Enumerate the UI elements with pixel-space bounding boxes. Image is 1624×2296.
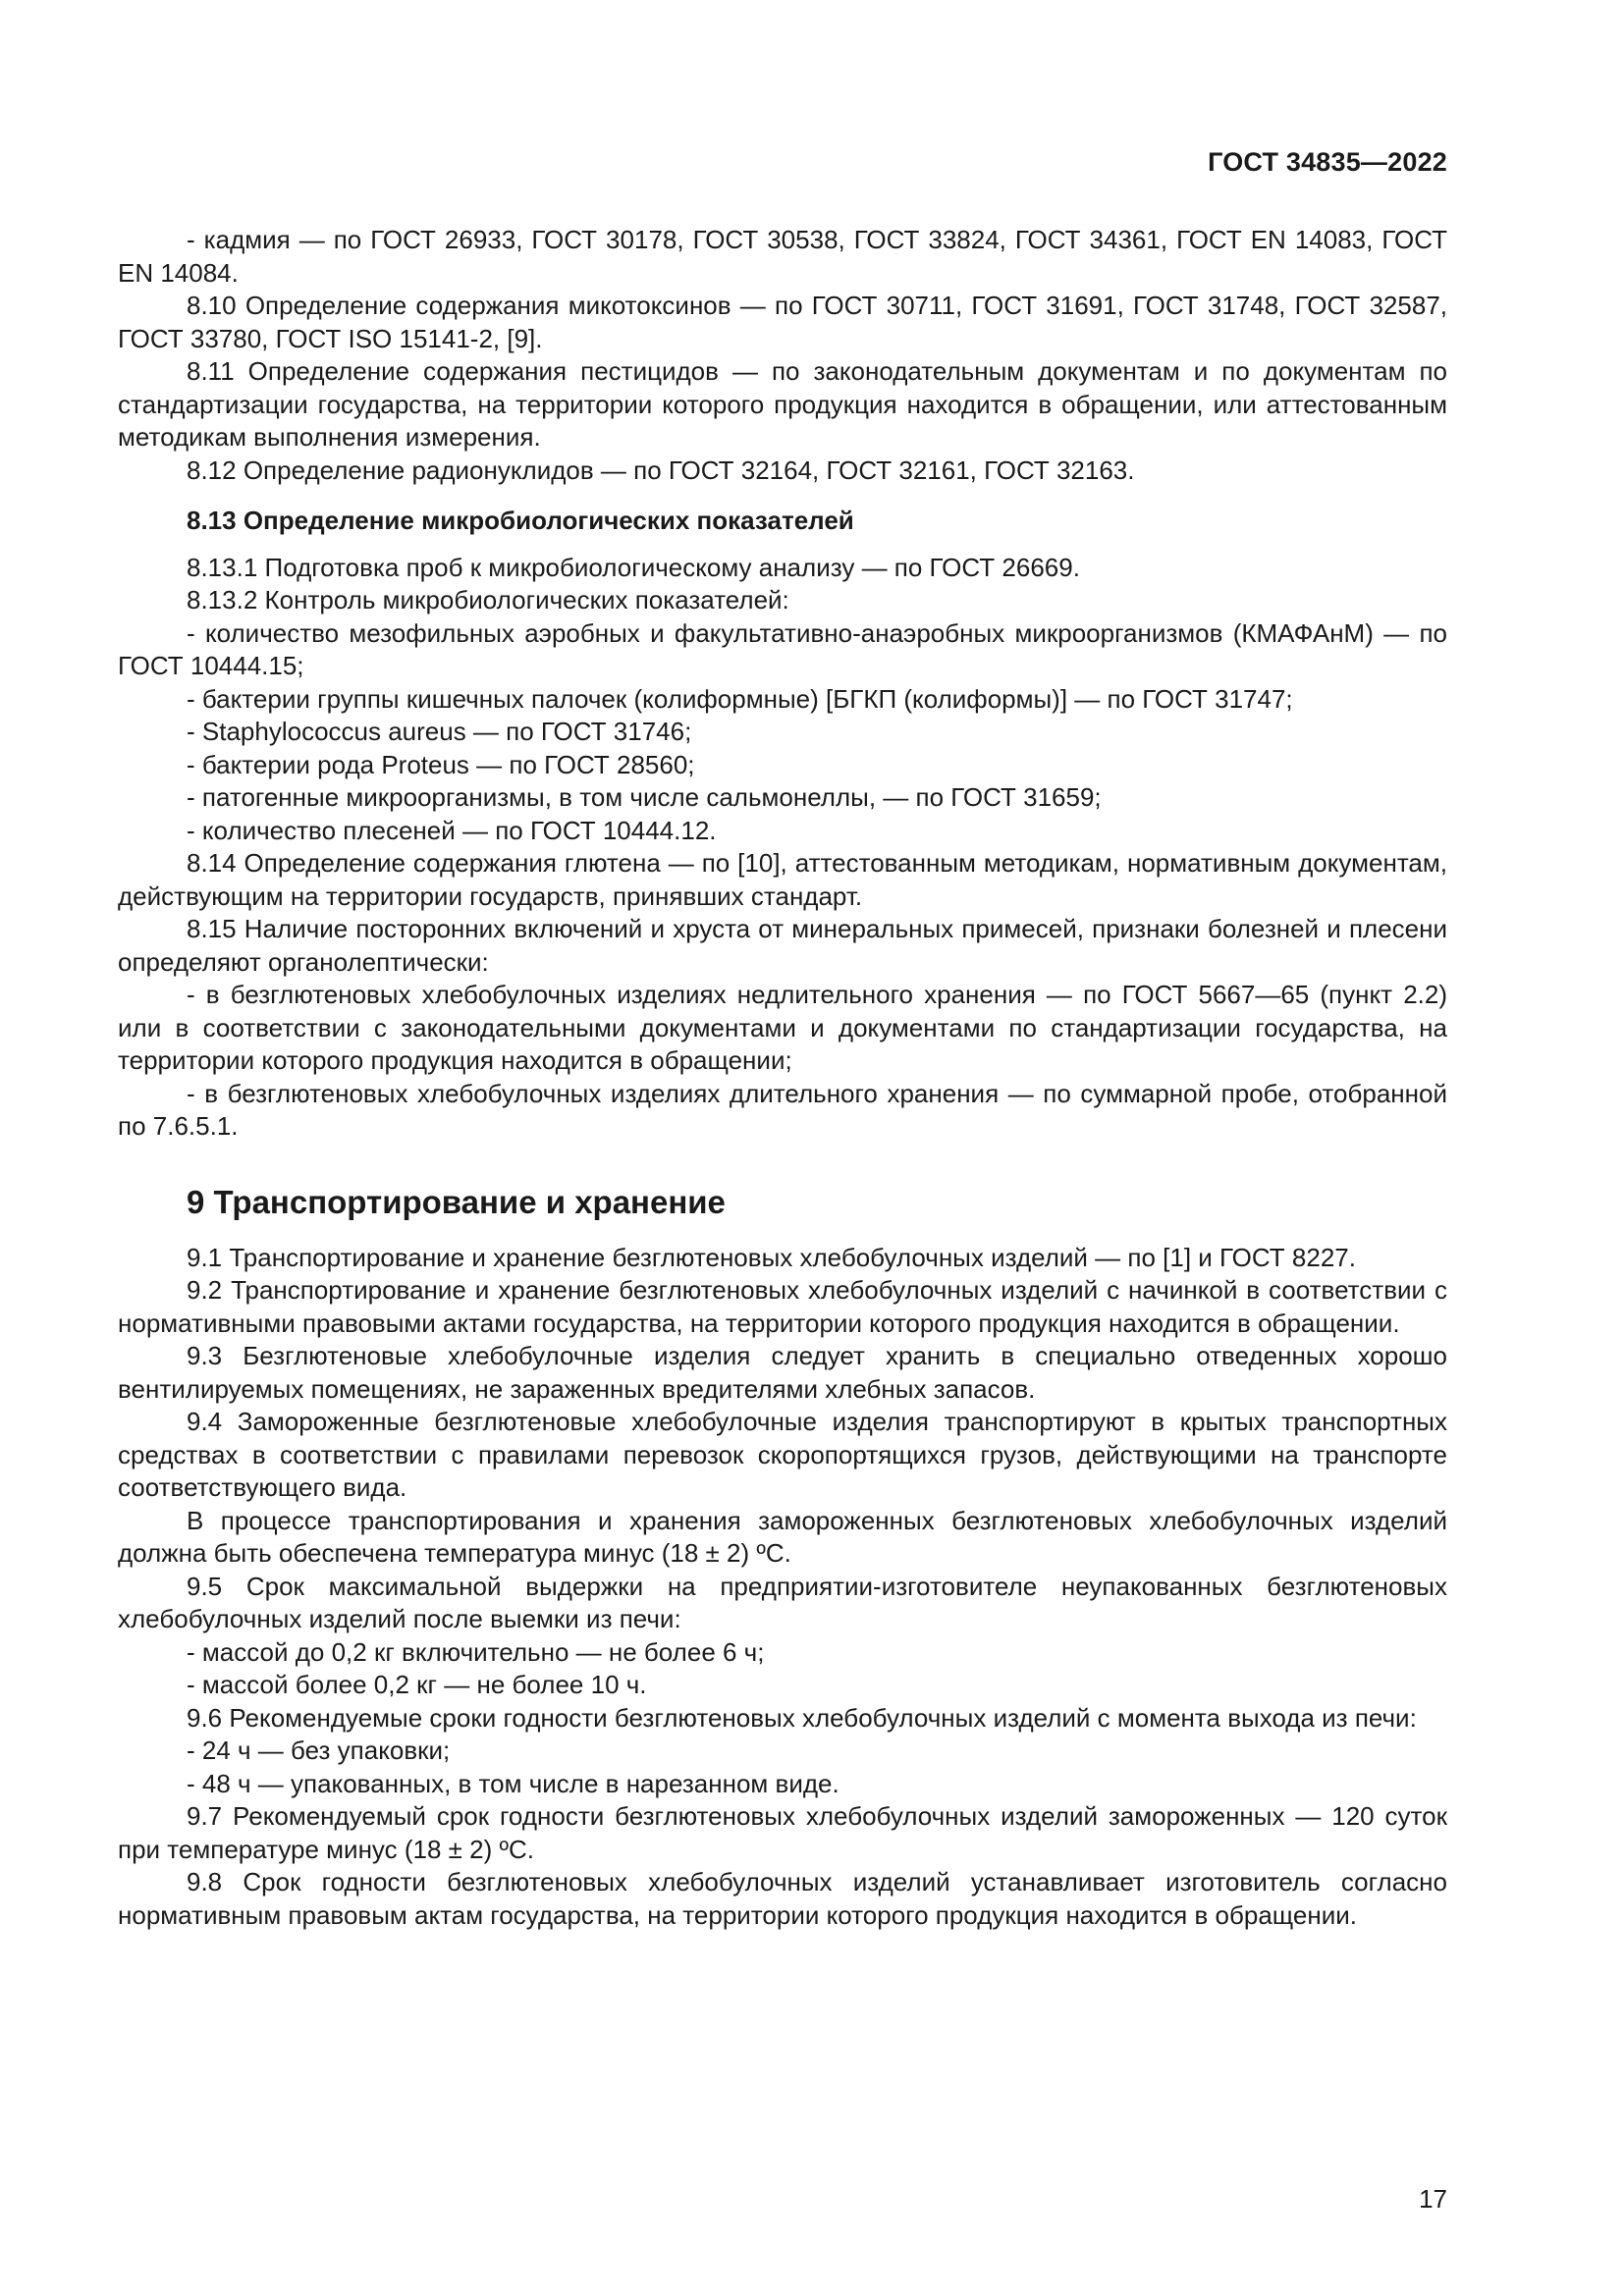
paragraph-group-b	[118, 552, 1447, 1144]
paragraph-group-c	[118, 1242, 1447, 1933]
list-item: - патогенные микроорганизмы, в том числе сальмонеллы, — по ГОСТ 31659;	[187, 782, 1102, 812]
paragraph: 8.11 Определение содержания пестицидов — по законодательным документам и по документам по стандартизации государства, на территории которого продукция находится в обращении, или аттестованным методикам выполнения измерения.	[118, 356, 1447, 452]
list-item: - бактерии группы кишечных палочек (колиформные) [БГКП (колиформы)] — по ГОСТ 31747;	[187, 683, 1293, 714]
paragraph: 8.10 Определение содержания микотоксинов — по ГОСТ 30711, ГОСТ 31691, ГОСТ 31748, ГОСТ 32587, ГОСТ 33780, ГОСТ ISO 15141-2, [9].	[118, 291, 1447, 353]
paragraph: 8.15 Наличие посторонних включений и хруста от минеральных примесей, признаки болезней и плесени определяют органолептически:	[118, 914, 1447, 977]
paragraph: 9.7 Рекомендуемый срок годности безглютеновых хлебобулочных изделий замороженных — 120 суток при температуре минус (18 ± 2) ºС.	[118, 1801, 1447, 1864]
subsection-title: 8.13 Определение микробиологических показателей	[187, 506, 854, 535]
section-title: 9 Транспортирование и хранение	[187, 1183, 726, 1220]
paragraph: - кадмия — по ГОСТ 26933, ГОСТ 30178, ГОСТ 30538, ГОСТ 33824, ГОСТ 34361, ГОСТ EN 14083, ГОСТ EN 14084.	[118, 225, 1447, 288]
list-item: - 24 ч — без упаковки;	[187, 1735, 451, 1765]
paragraph: 9.4 Замороженные безглютеновые хлебобулочные изделия транспортируют в крытых транспортных средствах в соответствии с правилами перевозок скоропортящихся грузов, действующими на транспорте соответствующего вида.	[118, 1407, 1447, 1502]
list-item: - 48 ч — упакованных, в том числе в нарезанном виде.	[187, 1768, 839, 1798]
paragraph: В процессе транспортирования и хранения замороженных безглютеновых хлебобулочных изделий должна быть обеспечена температура минус (18 ± 2) ºС.	[118, 1505, 1447, 1568]
paragraph: 8.13.2 Контроль микробиологических показателей:	[187, 585, 789, 614]
page-number: 17	[1419, 2184, 1447, 2214]
list-item: - бактерии рода Proteus — по ГОСТ 28560;	[187, 749, 695, 779]
document-body	[118, 224, 1447, 1932]
list-item: - количество плесеней — по ГОСТ 10444.12.	[187, 815, 717, 845]
paragraph: 9.3 Безглютеновые хлебобулочные изделия следует хранить в специально отведенных хорошо вентилируемых помещениях, не зараженных вредителями хлебных запасов.	[118, 1341, 1447, 1404]
paragraph: 8.12 Определение радионуклидов — по ГОСТ 32164, ГОСТ 32161, ГОСТ 32163.	[187, 454, 1135, 485]
paragraph: 8.13.1 Подготовка проб к микробиологическому анализу — по ГОСТ 26669.	[187, 552, 1080, 582]
list-item: - в безглютеновых хлебобулочных изделиях недлительного хранения — по ГОСТ 5667—65 (пункт 2.2) или в соответствии с законодательными документами и документами по стандартизации государства, на территории которого продукция находится в обращении;	[118, 980, 1447, 1075]
paragraph: 9.1 Транспортирование и хранение безглютеновых хлебобулочных изделий — по [1] и ГОСТ 8227.	[187, 1242, 1356, 1272]
paragraph: 9.6 Рекомендуемые сроки годности безглютеновых хлебобулочных изделий с момента выхода из печи:	[187, 1702, 1417, 1733]
paragraph-group-a	[118, 224, 1447, 487]
list-item: - массой до 0,2 кг включительно — не более 6 ч;	[187, 1636, 765, 1667]
paragraph: 9.5 Срок максимальной выдержки на предприятии-изготовителе неупакованных безглютеновых хлебобулочных изделий после выемки из печи:	[118, 1571, 1447, 1633]
list-item: - Staphylococcus aureus — по ГОСТ 31746;	[187, 717, 692, 746]
document-header: ГОСТ 34835—2022	[1208, 147, 1447, 177]
list-item: - количество мезофильных аэробных и факультативно-анаэробных микроорганизмов (КМАФАнМ) — по ГОСТ 10444.15;	[118, 617, 1447, 680]
list-item: - в безглютеновых хлебобулочных изделиях длительного хранения — по суммарной пробе, отобранной по 7.6.5.1.	[118, 1078, 1447, 1141]
paragraph: 9.2 Транспортирование и хранение безглютеновых хлебобулочных изделий с начинкой в соответствии с нормативными правовыми актами государства, на территории которого продукция находится в обращении.	[118, 1275, 1447, 1338]
paragraph: 9.8 Срок годности безглютеновых хлебобулочных изделий устанавливает изготовитель согласно нормативным правовым актам государства, на территории которого продукция находится в обращении.	[118, 1867, 1447, 1930]
paragraph: 8.14 Определение содержания глютена — по [10], аттестованным методикам, нормативным документам, действующим на территории государств, принявших стандарт.	[118, 848, 1447, 911]
list-item: - массой более 0,2 кг — не более 10 ч.	[187, 1670, 647, 1699]
